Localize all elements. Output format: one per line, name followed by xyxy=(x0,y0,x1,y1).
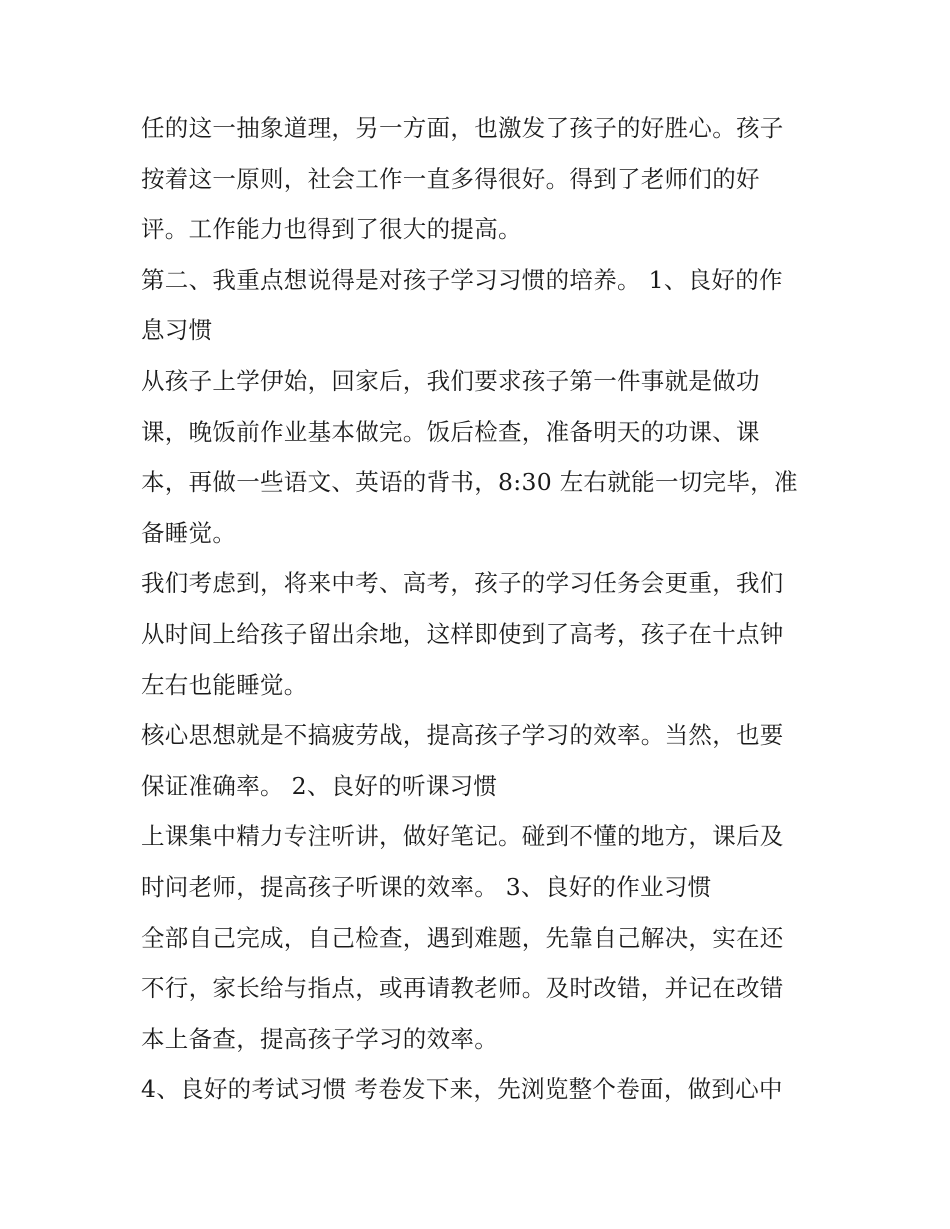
text-line: 时问老师，提高孩子听课的效率。 3、良好的作业习惯 xyxy=(141,872,712,901)
text-line: 息习惯 xyxy=(141,316,213,345)
text-line: 上课集中精力专注听讲，做好笔记。碰到不懂的地方，课后及 xyxy=(141,822,784,851)
text-line: 核心思想就是不搞疲劳战，提高孩子学习的效率。当然，也要 xyxy=(141,721,784,750)
text-line: 按着这一原则，社会工作一直多得很好。得到了老师们的好 xyxy=(141,164,760,193)
text-line: 从时间上给孩子留出余地，这样即使到了高考，孩子在十点钟 xyxy=(141,619,784,648)
text-line: 评。工作能力也得到了很大的提高。 xyxy=(141,215,522,244)
body-text xyxy=(141,103,821,1115)
text-line: 4、良好的考试习惯 考卷发下来，先浏览整个卷面，做到心中 xyxy=(141,1075,783,1104)
text-line: 我们考虑到，将来中考、高考，孩子的学习任务会更重，我们 xyxy=(141,569,784,598)
text-line: 任的这一抽象道理，另一方面，也激发了孩子的好胜心。孩子 xyxy=(141,114,784,142)
text-line: 全部自己完成，自己检查，遇到难题，先靠自己解决，实在还 xyxy=(141,923,784,952)
text-line: 从孩子上学伊始，回家后，我们要求孩子第一件事就是做功 xyxy=(141,366,760,395)
text-line: 本，再做一些语文、英语的背书，8:30 左右就能一切完毕，准 xyxy=(141,468,798,497)
text-line: 保证准确率。 2、良好的听课习惯 xyxy=(141,771,498,800)
text-line: 备睡觉。 xyxy=(141,518,237,547)
text-line: 本上备查，提高孩子学习的效率。 xyxy=(141,1024,498,1053)
text-line: 第二、我重点想说得是对孩子学习习惯的培养。 1、良好的作 xyxy=(141,265,783,294)
text-line: 左右也能睡觉。 xyxy=(141,670,308,699)
text-line: 不行，家长给与指点，或再请教老师。及时改错，并记在改错 xyxy=(141,974,784,1003)
text-line: 课，晚饭前作业基本做完。饭后检查，准备明天的功课、课 xyxy=(141,417,760,446)
